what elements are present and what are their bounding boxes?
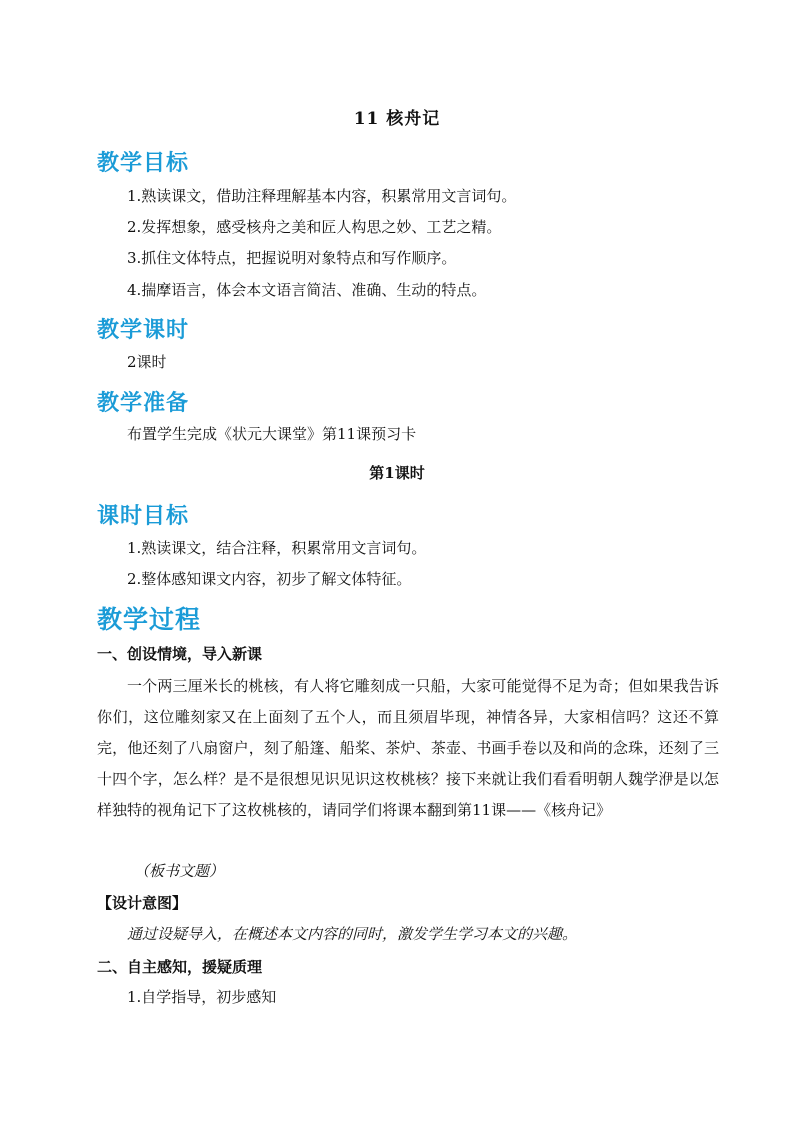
part2-item: 1.自学指导，初步感知 xyxy=(127,988,277,1006)
section-heading-process: 教学过程 xyxy=(97,605,202,634)
part1-heading: 一、创设情境，导入新课 xyxy=(97,645,263,663)
objective-item: 2.发挥想象，感受核舟之美和匠人构思之妙、工艺之精。 xyxy=(127,218,502,236)
board-note: （板书文题） xyxy=(134,862,225,880)
objective-item: 1.熟读课文，借助注释理解基本内容，积累常用文言词句。 xyxy=(127,187,517,205)
design-text: 通过设疑导入，在概述本文内容的同时，激发学生学习本文的兴趣。 xyxy=(127,925,578,943)
hours-text: 2课时 xyxy=(127,353,167,371)
part1-paragraph: 一个两三厘米长的桃核，有人将它雕刻成一只船，大家可能觉得不足为奇；但如果我告诉你们，这位雕刻家又在上面刻了五个人，而且须眉毕现，神情各异，大家相信吗？这还不算完，他还刻了八扇窗户，刻了船篷、船桨、茶炉、茶壶、书画手卷以及和尚的念珠，还刻了三十四个字，怎么样？是不是很想见识见识这枚桃核？接下来就让我们看看明朝人魏学洢是以怎样独特的视角记下了这枚桃核的，请同学们将课本翻到第11课——《核舟记》 xyxy=(97,677,719,819)
lesson-goal-item: 2.整体感知课文内容，初步了解文体特征。 xyxy=(127,570,412,588)
objective-item: 4.揣摩语言，体会本文语言简洁、准确、生动的特点。 xyxy=(127,281,487,299)
section-heading-hours: 教学课时 xyxy=(97,318,190,343)
design-heading: 【设计意图】 xyxy=(97,894,188,912)
section-heading-lesson-goals: 课时目标 xyxy=(97,504,190,529)
part2-heading: 二、自主感知，援疑质理 xyxy=(97,958,263,976)
lesson-title: 第1课时 xyxy=(369,464,425,482)
section-heading-prep: 教学准备 xyxy=(97,391,190,416)
objective-item: 3.抓住文体特点，把握说明对象特点和写作顺序。 xyxy=(127,249,457,267)
document-title: 11 核舟记 xyxy=(353,109,441,129)
prep-text: 布置学生完成《状元大课堂》第11课预习卡 xyxy=(127,425,417,443)
lesson-goal-item: 1.熟读课文，结合注释，积累常用文言词句。 xyxy=(127,539,427,557)
section-heading-objectives: 教学目标 xyxy=(97,151,190,176)
